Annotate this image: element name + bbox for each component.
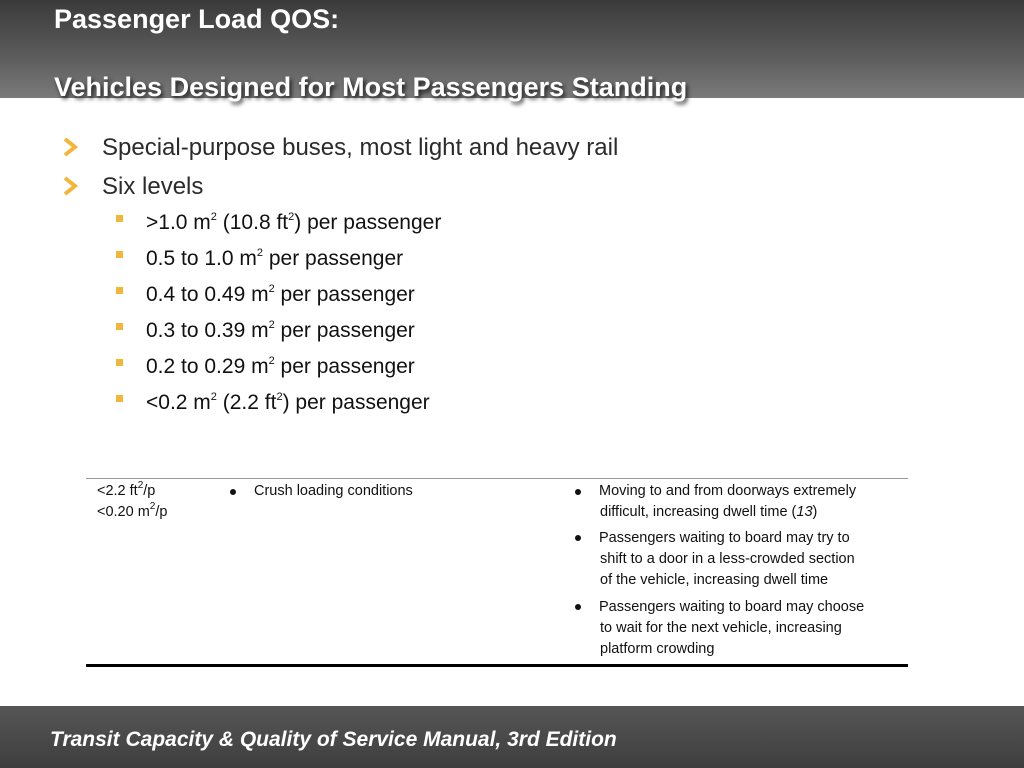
table-cell-description: Crush loading conditions xyxy=(254,483,413,499)
sub-bullet-text: <0.2 $m^2$ (2.2 $ft^2$) per passenger xyxy=(146,391,430,414)
sub-bullet-text: >1.0 $m^2$ (10.8 $ft^2$) per passenger xyxy=(146,211,442,234)
square-bullet-icon xyxy=(116,215,123,222)
sub-bullet-text: 0.3 to 0.39 $m^2$ per passenger xyxy=(146,319,415,342)
square-bullet-icon xyxy=(116,287,123,294)
bullet-dot-icon xyxy=(575,489,581,495)
square-bullet-icon xyxy=(116,323,123,330)
slide-footer xyxy=(0,706,1024,768)
bullet-text: Special-purpose buses, most light and heavy rail xyxy=(102,134,619,161)
square-bullet-icon xyxy=(116,251,123,258)
table-cell-comment: Passengers waiting to board may choose to wait for the next vehicle, increasing platform crowding xyxy=(599,599,865,657)
slide-header xyxy=(0,0,1024,102)
bullet-text: Six levels xyxy=(102,173,204,200)
sub-bullet-text: 0.4 to 0.49 $m^2$ per passenger xyxy=(146,283,415,306)
square-bullet-icon xyxy=(116,359,123,366)
sub-bullet-text: 0.5 to 1.0 $m^2$ per passenger xyxy=(146,247,404,270)
sub-bullet-text: 0.2 to 0.29 $m^2$ per passenger xyxy=(146,355,415,378)
bullet-dot-icon xyxy=(230,489,236,495)
table-top-rule xyxy=(86,478,908,479)
table-cell-comment: Moving to and from doorways extremely difficult, increasing dwell time (13) xyxy=(599,483,857,520)
slide-title: Passenger Load QOS: xyxy=(54,4,340,34)
bullet-dot-icon xyxy=(575,604,581,610)
footer-text: Transit Capacity & Quality of Service Manual, 3rd Edition xyxy=(50,728,617,751)
square-bullet-icon xyxy=(116,395,123,402)
slide-subtitle: Vehicles Designed for Most Passengers Standing xyxy=(54,72,688,102)
bullet-dot-icon xyxy=(575,535,581,541)
chevron-right-icon xyxy=(62,176,78,196)
table-bottom-rule xyxy=(86,664,908,667)
table-cell-space: <2.2 $ft^2/p$ <0.20 $m^2/p$ xyxy=(97,480,168,520)
table-cell-comment: Passengers waiting to board may try to shift to a door in a less-crowded section of the vehicle, increasing dwell time xyxy=(599,530,855,588)
chevron-right-icon xyxy=(62,137,78,157)
